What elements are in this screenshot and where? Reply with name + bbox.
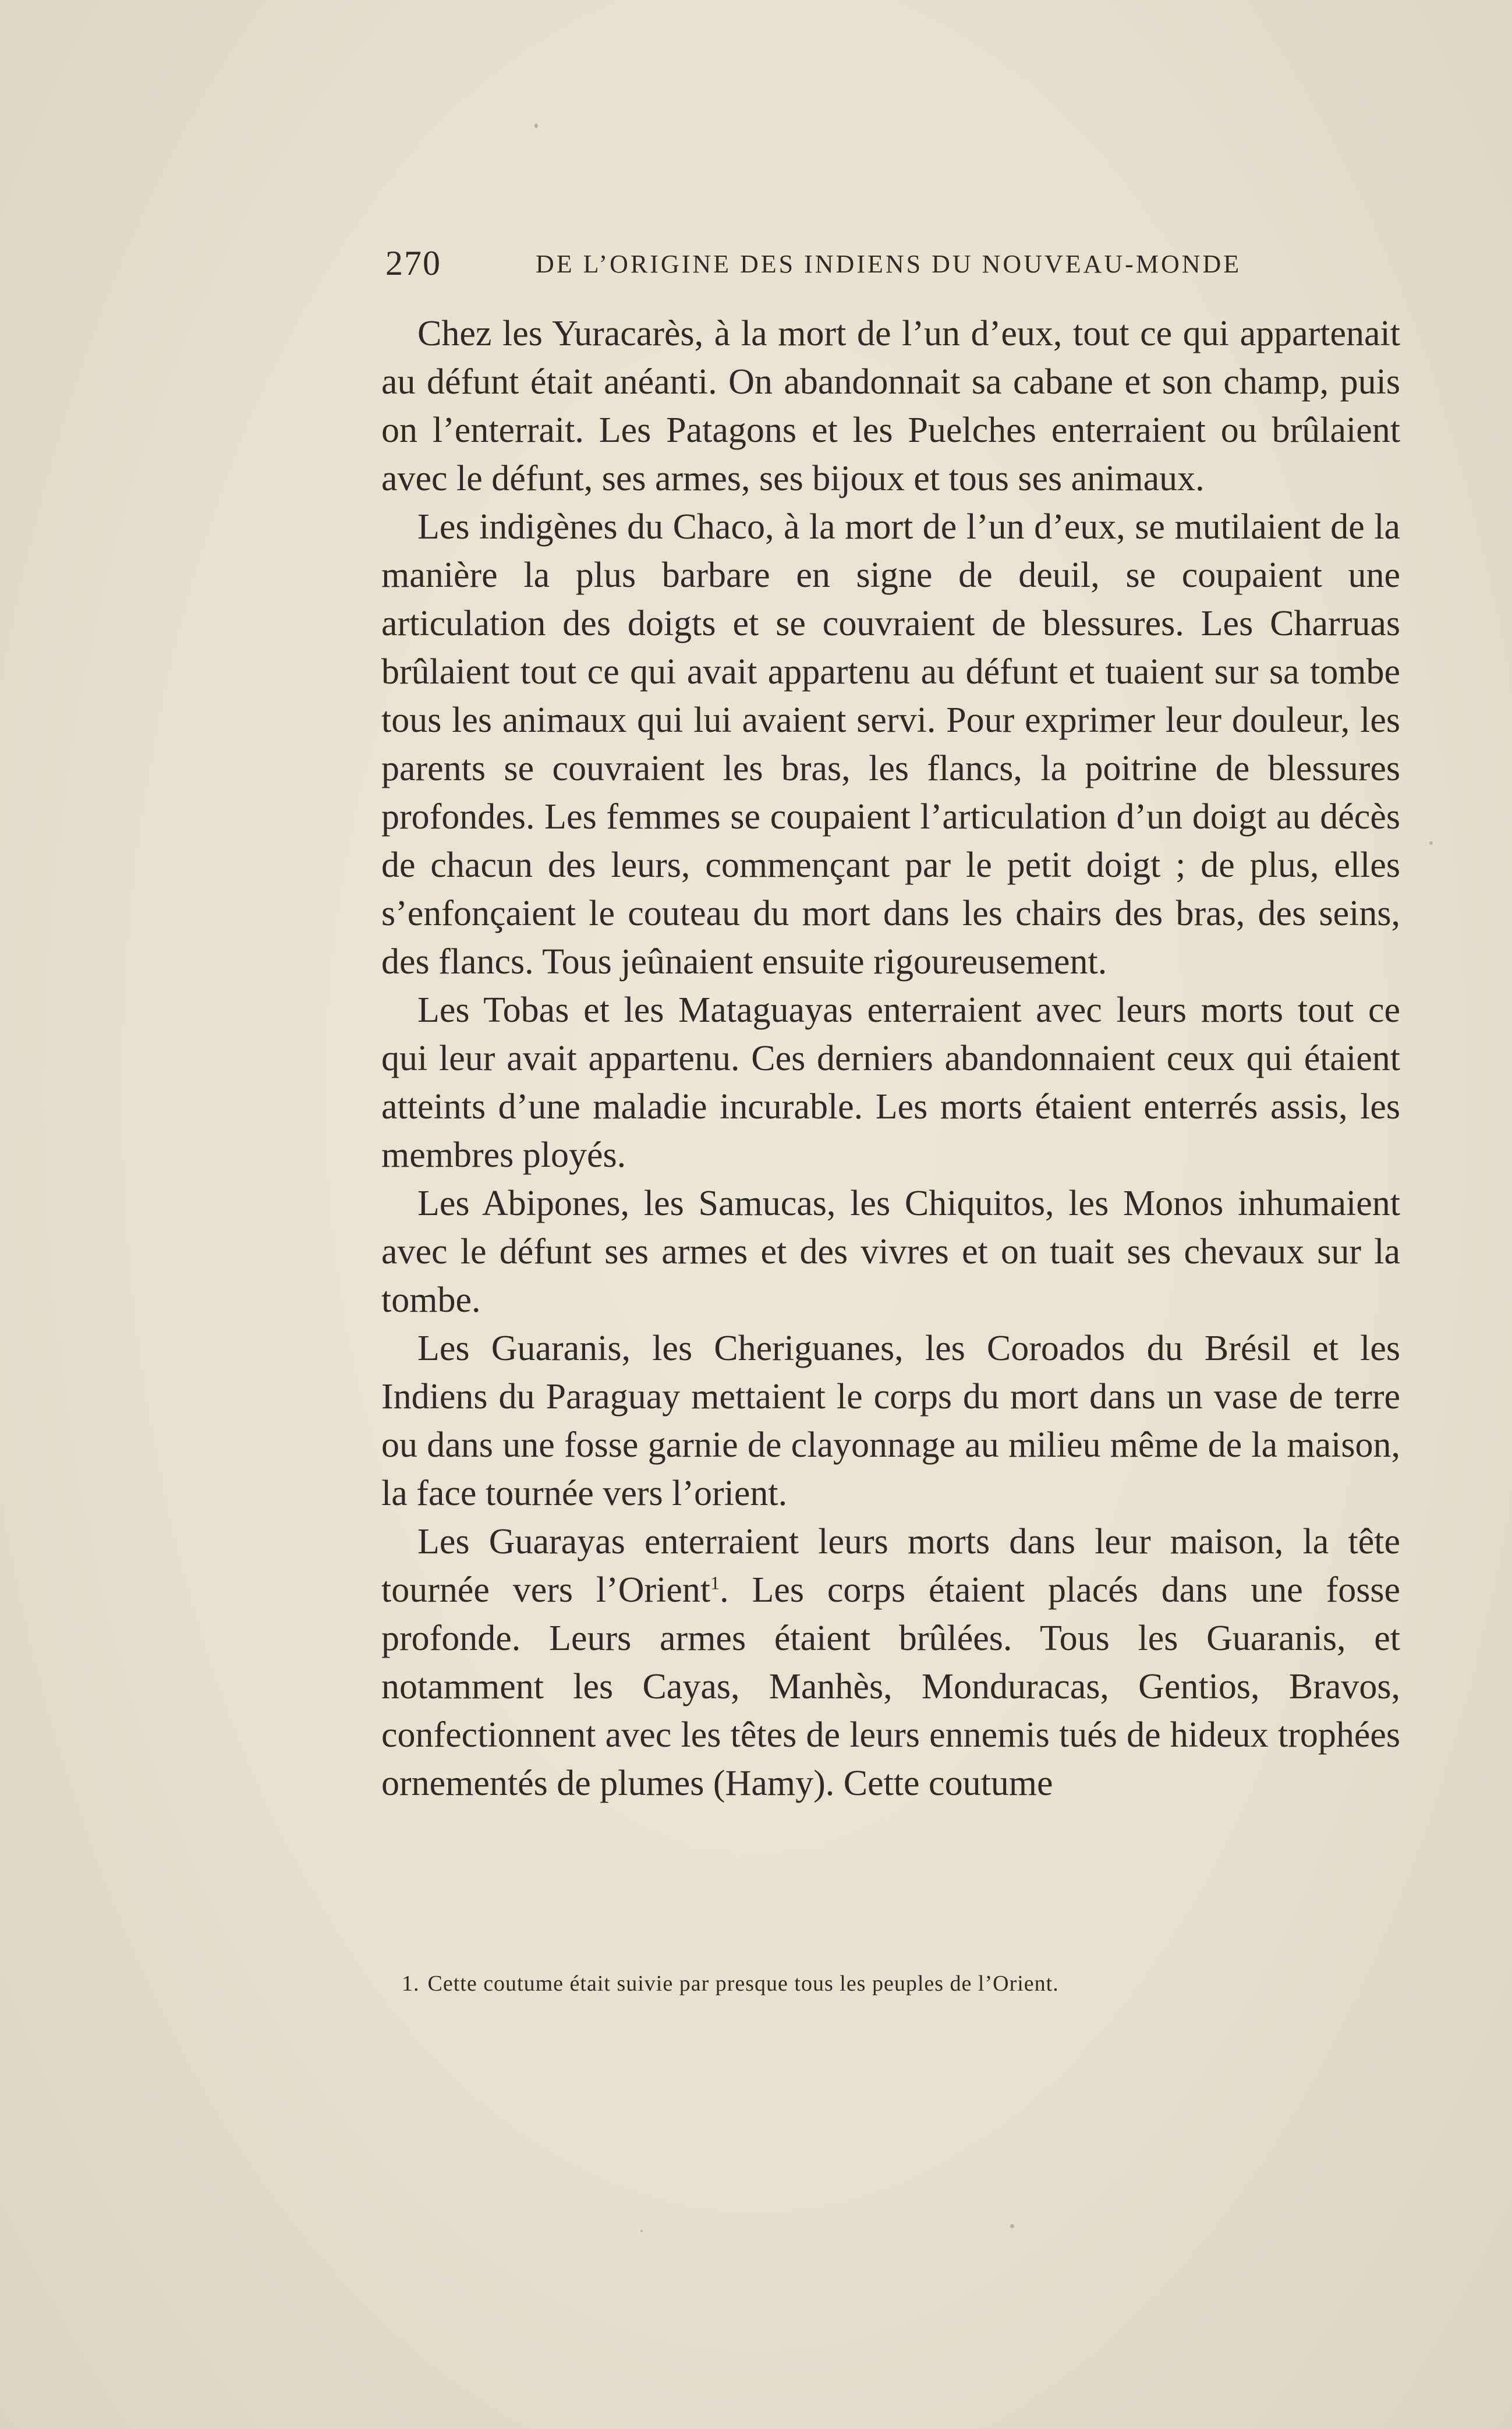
paragraph-text: . Les corps étaient placés dans une fosse profonde. Leurs armes étaient brûlées. Tous les Guaranis, et notamment les Cayas, Manhès, Monduracas, Gentios, Bravos, confectionnent avec les têtes de leurs ennemis tués de hideux trophées ornementés de plumes (Hamy). Cette coutume <box>381 1570 1401 1803</box>
paragraph: Les Tobas et les Mataguayas enterraient avec leurs morts tout ce qui leur avait appartenu. Ces derniers abandonnaient ceux qui étaient atteints d’une maladie incurable. Les morts étaient enterrés assis, les membres ployés. <box>381 990 1400 1175</box>
paper-speck <box>1010 2224 1014 2228</box>
paragraph-text: Les Guarayas enterraient leurs morts dans leur maison, la tête tournée vers l’Orient <box>381 1522 1400 1610</box>
paper-speck <box>1429 841 1433 845</box>
footnote-reference: 1 <box>710 1572 720 1594</box>
paper-speck <box>534 123 538 128</box>
footnote-text: Cette coutume était suivie par presque tous les peuples de l’Orient. <box>427 1971 1059 1996</box>
paragraph: Les indigènes du Chaco, à la mort de l’un d’eux, se mutilaient de la manière la plus barbare en signe de deuil, se coupaient une articulation des doigts et se couvraient de blessures. Les Charruas brûlaient tout ce qui avait appartenu au défunt et tuaient sur sa tombe tous les animaux qui lui avaient servi. Pour exprimer leur douleur, les parents se couvraient les bras, les flancs, la poitrine de blessures profondes. Les femmes se coupaient l’articulation d’un doigt au décès de chacun des leurs, commençant par le petit doigt ; de plus, elles s’enfonçaient le couteau du mort dans les chairs des bras, des seins, des flancs. Tous jeûnaient ensuite rigoureusement. <box>381 507 1400 982</box>
footnote-number: 1. <box>402 1971 420 1996</box>
paragraph: Chez les Yuracarès, à la mort de l’un d’eux, tout ce qui appartenait au défunt était anéanti. On abandonnait sa cabane et son champ, puis on l’enterrait. Les Patagons et les Puelches enterraient ou brûlaient avec le défunt, ses armes, ses bijoux et tous ses animaux. <box>381 314 1400 498</box>
footnote <box>402 1971 1391 1996</box>
paragraph: Les Abipones, les Samucas, les Chiquitos, les Monos inhumaient avec le défunt ses armes et des vivres et on tuait ses chevaux sur la tombe. <box>381 1184 1400 1320</box>
running-title: DE L’ORIGINE DES INDIENS DU NOUVEAU-MONDE <box>536 250 1242 278</box>
page-header <box>385 243 1259 290</box>
paragraph: Les Guaranis, les Cheriguanes, les Coroados du Brésil et les Indiens du Paraguay mettaient le corps du mort dans un vase de terre ou dans une fosse garnie de clayonnage au milieu même de la maison, la face tournée vers l’orient. <box>381 1329 1400 1513</box>
body-text <box>381 310 1400 1808</box>
page-number: 270 <box>385 244 441 282</box>
paper-speck <box>640 2230 643 2232</box>
paragraph-with-note <box>381 1518 1400 1808</box>
